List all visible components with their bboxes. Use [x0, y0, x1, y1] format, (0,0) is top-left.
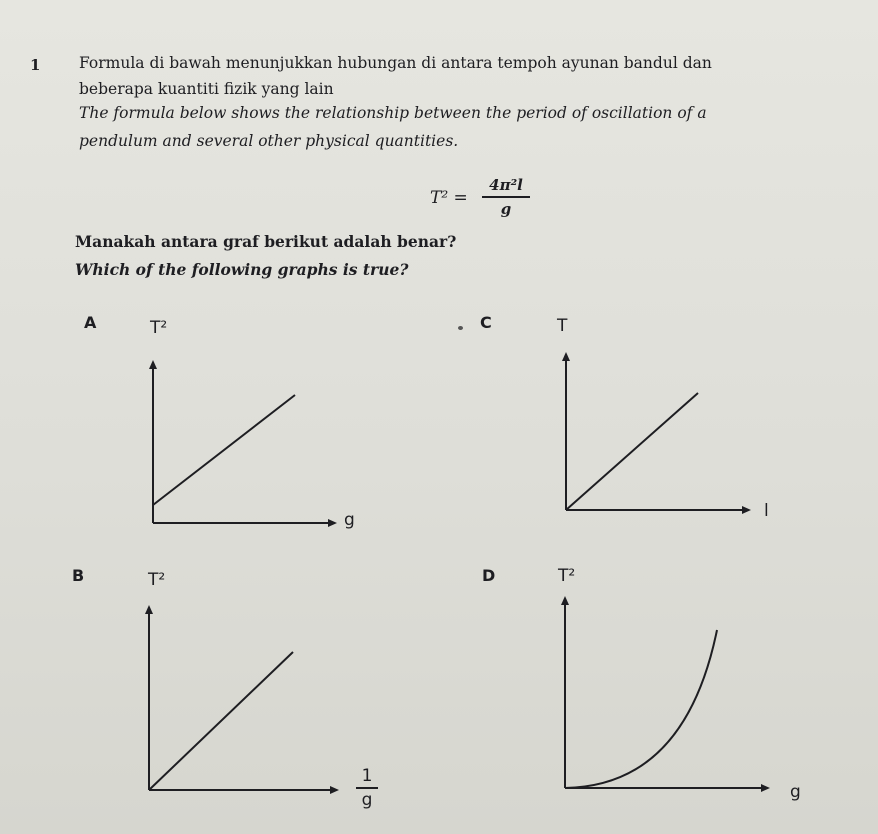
option-d-letter[interactable]: D [482, 566, 496, 585]
option-b-x-arrow [330, 786, 339, 794]
option-b-graph[interactable] [140, 600, 370, 800]
option-d-x-label: g [790, 782, 801, 802]
question-english-line-2: pendulum and several other physical quantities. [79, 132, 459, 150]
formula-denominator: g [500, 200, 512, 218]
option-b-y-label: T² [148, 570, 166, 590]
question-malay-line-1: Formula di bawah menunjukkan hubungan di antara tempoh ayunan bandul dan [79, 54, 712, 72]
pencil-dot [458, 326, 463, 330]
option-b-y-arrow [145, 605, 153, 614]
option-a-y-label: T² [150, 318, 168, 338]
prompt-malay: Manakah antara graf berikut adalah benar? [75, 232, 457, 251]
formula-lhs: T² = [430, 188, 468, 208]
question-malay-line-2: beberapa kuantiti fizik yang lain [79, 80, 334, 98]
option-c-line [566, 393, 698, 510]
fraction-bar [482, 196, 530, 198]
option-b-x-label [356, 766, 378, 810]
option-d-y-arrow [561, 596, 569, 605]
formula-numerator: 4π²l [489, 176, 523, 194]
option-a-graph[interactable] [140, 355, 370, 535]
question-number: 1 [30, 56, 41, 74]
option-c-x-arrow [742, 506, 751, 514]
question-english-line-1: The formula below shows the relationship between the period of oscillation of a [79, 104, 707, 122]
option-b-x-label-denominator: g [361, 790, 373, 810]
option-b-line [149, 652, 293, 790]
option-b-x-label-numerator: 1 [361, 766, 373, 786]
option-c-y-arrow [562, 352, 570, 361]
option-a-y-arrow [149, 360, 157, 369]
option-a-x-arrow [328, 519, 337, 527]
option-a-line [153, 395, 295, 505]
option-d-curve [565, 630, 717, 788]
option-c-letter[interactable]: C [480, 313, 492, 332]
prompt-english: Which of the following graphs is true? [75, 260, 409, 279]
option-a-letter[interactable]: A [84, 313, 97, 332]
option-d-y-label: T² [558, 566, 576, 586]
option-a-x-label: g [344, 510, 355, 530]
option-b-x-label-bar [356, 787, 378, 789]
formula-fraction [482, 176, 530, 218]
option-c-x-label: l [764, 501, 769, 521]
option-d-graph[interactable] [555, 590, 785, 800]
option-d-x-arrow [761, 784, 770, 792]
option-b-letter[interactable]: B [72, 566, 85, 585]
option-c-graph[interactable] [552, 345, 782, 525]
pendulum-formula [430, 176, 550, 226]
option-c-y-label: T [557, 316, 568, 336]
